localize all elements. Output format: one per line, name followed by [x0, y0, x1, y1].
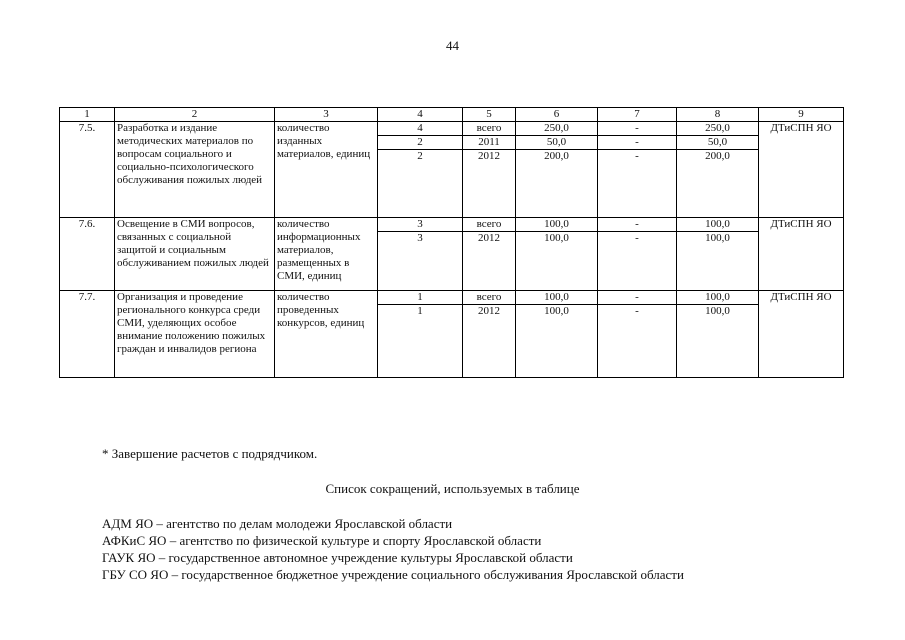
table-row	[60, 122, 844, 136]
table-row	[60, 291, 844, 305]
amount-cell: -	[598, 136, 677, 150]
item-number: 7.6.	[60, 218, 115, 291]
year-cell: всего	[463, 122, 516, 136]
item-number: 7.7.	[60, 291, 115, 378]
abbreviations-list	[102, 515, 684, 583]
indicator-value: 2	[378, 150, 463, 218]
amount-cell: 100,0	[677, 232, 759, 291]
column-header: 1	[60, 108, 115, 122]
column-header: 3	[275, 108, 378, 122]
year-cell: всего	[463, 291, 516, 305]
abbreviations-title: Список сокращений, используемых в таблице	[325, 481, 580, 496]
amount-cell: 250,0	[516, 122, 598, 136]
indicator-value: 1	[378, 291, 463, 305]
indicator-value: 3	[378, 232, 463, 291]
abbreviation-item: АФКиС ЯО – агентство по физической культуре и спорту Ярославской области	[102, 533, 542, 548]
amount-cell: -	[598, 122, 677, 136]
amount-cell: -	[598, 305, 677, 378]
column-header: 2	[115, 108, 275, 122]
item-indicator: количество информационных материалов, размещенных в СМИ, единиц	[275, 218, 378, 291]
amount-cell: 100,0	[516, 305, 598, 378]
amount-cell: 100,0	[677, 305, 759, 378]
table-row	[60, 218, 844, 232]
item-name: Организация и проведение регионального конкурса среди СМИ, уделяющих особое внимание положению пожилых граждан и инвалидов региона	[115, 291, 275, 378]
amount-cell: 200,0	[677, 150, 759, 218]
column-header: 8	[677, 108, 759, 122]
executor-cell: ДТиСПН ЯО	[759, 291, 844, 378]
footnote: * Завершение расчетов с подрядчиком.	[102, 446, 318, 461]
amount-cell: 100,0	[516, 291, 598, 305]
item-indicator: количество проведенных конкурсов, единиц	[275, 291, 378, 378]
item-number: 7.5.	[60, 122, 115, 218]
table-header-row	[60, 108, 844, 122]
year-cell: 2012	[463, 232, 516, 291]
year-cell: 2011	[463, 136, 516, 150]
abbreviation-item: ГАУК ЯО – государственное автономное учреждение культуры Ярославской области	[102, 550, 573, 565]
year-cell: 2012	[463, 150, 516, 218]
amount-cell: 200,0	[516, 150, 598, 218]
abbreviation-item: АДМ ЯО – агентство по делам молодежи Ярославской области	[102, 516, 453, 531]
column-header: 4	[378, 108, 463, 122]
column-header: 7	[598, 108, 677, 122]
program-table	[59, 107, 844, 378]
amount-cell: 100,0	[677, 218, 759, 232]
indicator-value: 1	[378, 305, 463, 378]
amount-cell: -	[598, 150, 677, 218]
indicator-value: 3	[378, 218, 463, 232]
amount-cell: 100,0	[677, 291, 759, 305]
year-cell: 2012	[463, 305, 516, 378]
abbreviation-item: ГБУ СО ЯО – государственное бюджетное учреждение социального обслуживания Ярославской области	[102, 567, 684, 582]
column-header: 9	[759, 108, 844, 122]
amount-cell: 50,0	[516, 136, 598, 150]
page-number: 44	[446, 38, 459, 53]
column-header: 6	[516, 108, 598, 122]
item-name: Разработка и издание методических материалов по вопросам социального и социально-психологического обслуживания пожилых людей	[115, 122, 275, 218]
amount-cell: 100,0	[516, 218, 598, 232]
indicator-value: 2	[378, 136, 463, 150]
executor-cell: ДТиСПН ЯО	[759, 218, 844, 291]
amount-cell: -	[598, 218, 677, 232]
amount-cell: 50,0	[677, 136, 759, 150]
item-name: Освещение в СМИ вопросов, связанных с социальной защитой и социальным обслуживанием пожилых людей	[115, 218, 275, 291]
amount-cell: -	[598, 291, 677, 305]
amount-cell: -	[598, 232, 677, 291]
item-indicator: количество изданных материалов, единиц	[275, 122, 378, 218]
indicator-value: 4	[378, 122, 463, 136]
column-header: 5	[463, 108, 516, 122]
amount-cell: 100,0	[516, 232, 598, 291]
year-cell: всего	[463, 218, 516, 232]
executor-cell: ДТиСПН ЯО	[759, 122, 844, 218]
amount-cell: 250,0	[677, 122, 759, 136]
